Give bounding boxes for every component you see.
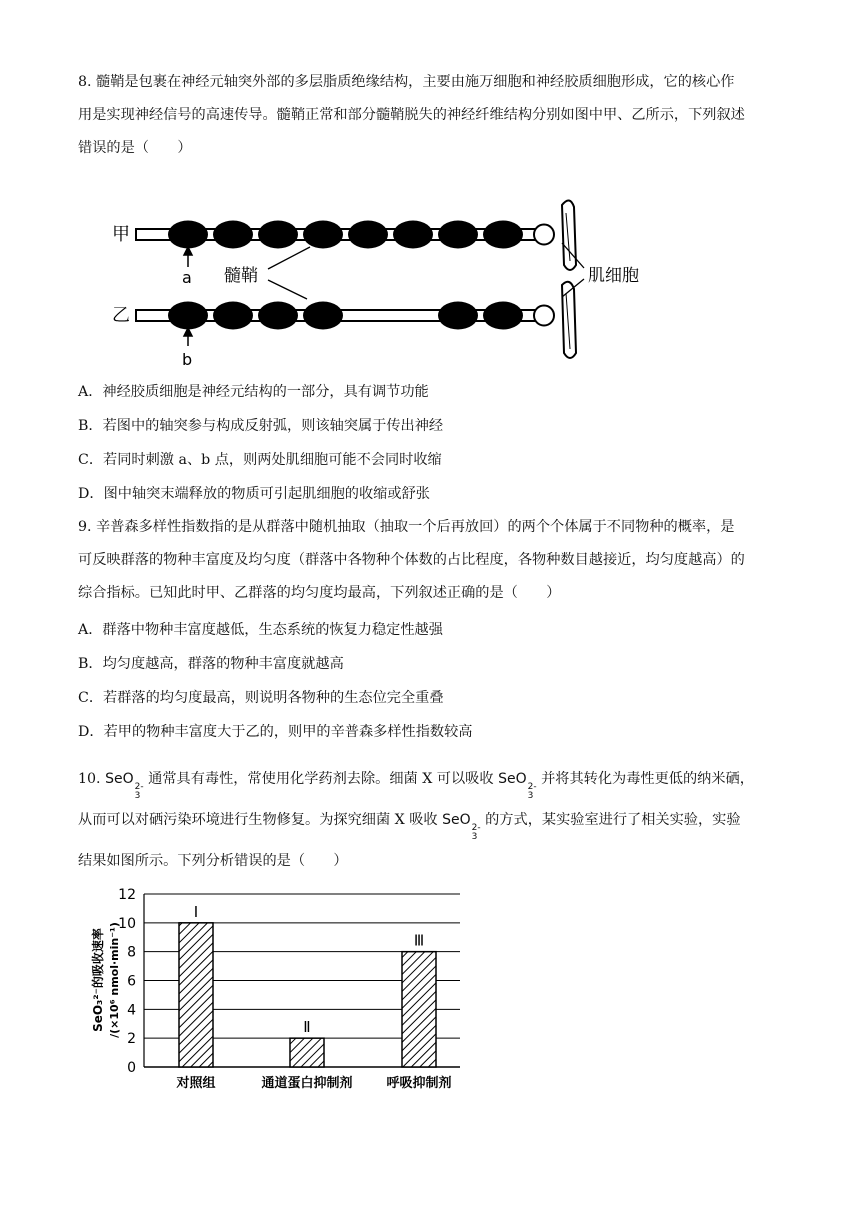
question-10-stem — [78, 760, 796, 880]
q8-line-3: 错误的是（ ） — [78, 140, 192, 156]
bar-1 — [179, 923, 213, 1067]
q8-line-1: 8. 髓鞘是包裹在神经元轴突外部的多层脂质绝缘结构，主要由施万细胞和神经胶质细胞形成，它的核心作 — [78, 74, 735, 90]
y-axis-label-line-2: /(×10⁶ nmol·min⁻¹) — [108, 922, 121, 1038]
q10-line-1 — [78, 760, 796, 801]
category-label-1: 对照组 — [176, 1076, 216, 1091]
seo3-subscript: 3 — [471, 832, 478, 842]
seo3-charge: 2- — [527, 782, 537, 792]
seo3-formula — [105, 760, 144, 801]
y-tick-label: 2 — [127, 1031, 136, 1048]
question-8-stem — [78, 66, 796, 165]
axon-terminal-yi — [534, 306, 554, 326]
q10-line-2-a: 从而可以对硒污染环境进行生物修复。为探究细菌 X 吸收 — [78, 812, 438, 828]
q9-option-b[interactable]: B．均匀度越高，群落的物种丰富度就越高 — [78, 656, 344, 672]
y-tick-label: 12 — [118, 887, 136, 903]
stimulus-arrows — [184, 247, 192, 346]
q10-number: 10. — [78, 771, 101, 787]
seo3-subscript: 3 — [527, 791, 534, 801]
bar-2 — [290, 1038, 324, 1067]
muscle-cell-label: 肌细胞 — [588, 266, 639, 286]
seo3-base: SeO — [498, 771, 527, 787]
q8-option-b[interactable]: B．若图中的轴突参与构成反射弧，则该轴突属于传出神经 — [78, 418, 444, 434]
seo3-uptake-bar-chart — [80, 880, 480, 1095]
q8-line-2: 用是实现神经信号的高速传导。髓鞘正常和部分髓鞘脱失的神经纤维结构分别如图中甲、乙所示，下列叙述 — [78, 107, 745, 123]
y-tick-label: 6 — [127, 973, 136, 990]
point-b-label: b — [182, 350, 193, 369]
question-9-stem — [78, 511, 796, 610]
label-jia: 甲 — [112, 224, 130, 245]
nerve-fiber-figure — [100, 185, 680, 375]
y-tick-label: 0 — [127, 1060, 136, 1076]
x-axis-categories — [175, 1075, 451, 1091]
point-a-label: a — [182, 268, 192, 287]
seo3-charge: 2- — [134, 782, 144, 792]
bar-label-3: Ⅲ — [413, 931, 425, 950]
q8-option-a[interactable]: A．神经胶质细胞是神经元结构的一部分，具有调节功能 — [78, 384, 429, 400]
myelin-pointer-lines — [268, 247, 310, 299]
seo3-charge: 2- — [471, 823, 481, 833]
muscle-cells — [562, 200, 576, 358]
y-tick-label: 4 — [127, 1002, 136, 1019]
q9-line-1: 9. 辛普森多样性指数指的是从群落中随机抽取（抽取一个后再放回）的两个个体属于不同物种的概率，是 — [78, 519, 735, 535]
category-label-2: 通道蛋白抑制剂 — [261, 1076, 353, 1091]
seo3-subscript: 3 — [134, 791, 141, 801]
bar-label-1: Ⅰ — [193, 902, 199, 921]
seo3-base: SeO — [442, 812, 471, 828]
myelin-label: 髓鞘 — [224, 266, 258, 286]
y-tick-label: 10 — [118, 915, 136, 932]
q9-option-a[interactable]: A．群落中物种丰富度越低，生态系统的恢复力稳定性越强 — [78, 622, 443, 638]
seo3-base: SeO — [105, 771, 134, 787]
category-label-3: 呼吸抑制剂 — [386, 1076, 452, 1091]
seo3-formula — [442, 801, 481, 842]
chart-bars — [179, 903, 436, 1067]
bar-label-2: Ⅱ — [303, 1018, 311, 1037]
q9-line-3: 综合指标。已知此时甲、乙群落的均匀度均最高，下列叙述正确的是（ ） — [78, 585, 561, 601]
q10-line-2 — [78, 801, 796, 842]
seo3-formula — [498, 760, 537, 801]
label-yi: 乙 — [112, 305, 130, 326]
q10-line-1-a: 通常具有毒性，常使用化学药剂去除。细菌 X 可以吸收 — [148, 771, 494, 787]
bar-3 — [402, 952, 436, 1067]
q10-line-1-b: 并将其转化为毒性更低的纳米硒， — [541, 771, 754, 787]
q9-option-d[interactable]: D．若甲的物种丰富度大于乙的，则甲的辛普森多样性指数较高 — [78, 724, 473, 740]
q8-option-d[interactable]: D．图中轴突末端释放的物质可引起肌细胞的收缩或舒张 — [78, 486, 430, 502]
y-tick-label: 8 — [127, 944, 136, 961]
y-axis-label-line-1: SeO₃²⁻的吸收速率 — [91, 928, 105, 1032]
q8-option-c[interactable]: C．若同时刺激 a、b 点，则两处肌细胞可能不会同时收缩 — [78, 452, 442, 468]
q9-option-c[interactable]: C．若群落的均匀度最高，则说明各物种的生态位完全重叠 — [78, 690, 444, 706]
q10-line-3: 结果如图所示。下列分析错误的是（ ） — [78, 853, 348, 869]
q10-line-2-b: 的方式，某实验室进行了相关实验，实验 — [485, 812, 741, 828]
q9-line-2: 可反映群落的物种丰富度及均匀度（群落中各物种个体数的占比程度，各物种数目越接近，均匀度越高）的 — [78, 552, 745, 568]
axon-terminal-jia — [534, 225, 554, 245]
